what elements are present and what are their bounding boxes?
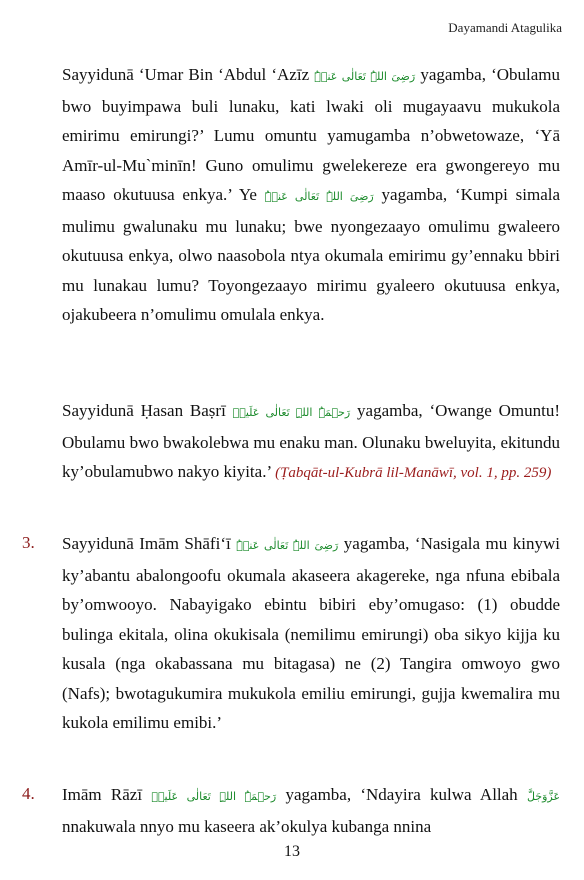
honorific-calligraphy: رَضِیَ اللہُ تَعَالٰی عَنۡہُ xyxy=(236,539,339,552)
text-span: Imām Rāzī xyxy=(62,785,143,804)
honorific-calligraphy: رَضِیَ اللہُ تَعَالٰی عَنۡہُ xyxy=(264,190,374,203)
text-span: nnakuwala nnyo mu kaseera ak’okulya kubanga nnina xyxy=(62,816,432,836)
text-span: yagamba, ‘Ndayira kulwa Allah xyxy=(285,785,518,804)
text-span: yagamba, ‘Obulamu bwo buyimpawa buli lunaku, kati lwaki oli mugayaavu mukukola emirimu emirungi?’ Lumu omuntu yamugamba n’obwetowaze, ‘Yā Amīr-ul-Mu`minīn! Guno omulimu gwelekereze era gwongereyo mu maaso okutuusa enkya.’ Ye xyxy=(62,65,560,204)
paragraph-imam-razi xyxy=(62,780,560,841)
honorific-calligraphy: رَضِیَ اللہُ تَعَالٰی عَنۡہُ xyxy=(314,70,416,83)
text-span: yagamba, ‘Kumpi simala mulimu gwalunaku mu lunaku; bwe nyongezaayo omulimu gwaleero okutuusa enkya, olwo naasobola ntya okumala emirimu gy’ennaku bbiri mu lunakau lumu? Toyongezaayo mirimu gyaleero okutuusa enkya, ojakubeera n’omulimu omulala enkya. xyxy=(62,185,561,324)
text-span: yagamba, ‘Nasigala mu kinywi ky’abantu abalongoofu okumala akaseera akagereke, nga nfuna ebibala by’omwooyo. Nabayigako ebintu bibiri eby’omugaso: (1) obudde bulinga ekitala, olina okukisala (nemilimu emirungi) oba sikyo kijja ku kusala (nga okabassana mu bitagasa) ne (2) Tangira omwoyo gwo (Nafs); bwotagukumira mukukola emiliu emirungi, gujja kwemalira mu kukola emilimu emibi.’ xyxy=(62,534,561,732)
list-number: 3. xyxy=(22,533,35,552)
paragraph-imam-shafii xyxy=(62,529,560,738)
citation-reference: (Ṭabqāt-ul-Kubrā lil-Manāwī, vol. 1, pp. 259) xyxy=(275,465,552,481)
text-span: yagamba, ‘Owange Omuntu! Obulamu bwo bwakolebwa mu enaku man. Olunaku bweluyita, ekitundu ky’obulamubwo nakyo kiyita.’ xyxy=(62,401,561,481)
list-number: 4. xyxy=(22,784,35,803)
text-span: Sayyidunā ‘Umar Bin ‘Abdul ‘Azīz xyxy=(62,65,310,84)
running-header: Dayamandi Atagulika xyxy=(448,20,562,35)
honorific-calligraphy: عَزَّوَجَلَّ xyxy=(526,790,561,803)
honorific-calligraphy: رَحۡمَۃُ اللہِ تَعَالٰی عَلَیۡہ xyxy=(151,790,277,803)
text-span: Sayyidunā Imām Shāfi‘ī xyxy=(62,534,231,553)
paragraph-hasan-basri xyxy=(62,396,560,489)
paragraph-umar xyxy=(62,60,560,330)
text-span: Sayyidunā Ḥasan Baṣrī xyxy=(62,401,226,420)
page-number: 13 xyxy=(284,843,300,860)
honorific-calligraphy: رَحۡمَۃُ اللہِ تَعَالٰی عَلَیۡہ xyxy=(232,406,351,419)
